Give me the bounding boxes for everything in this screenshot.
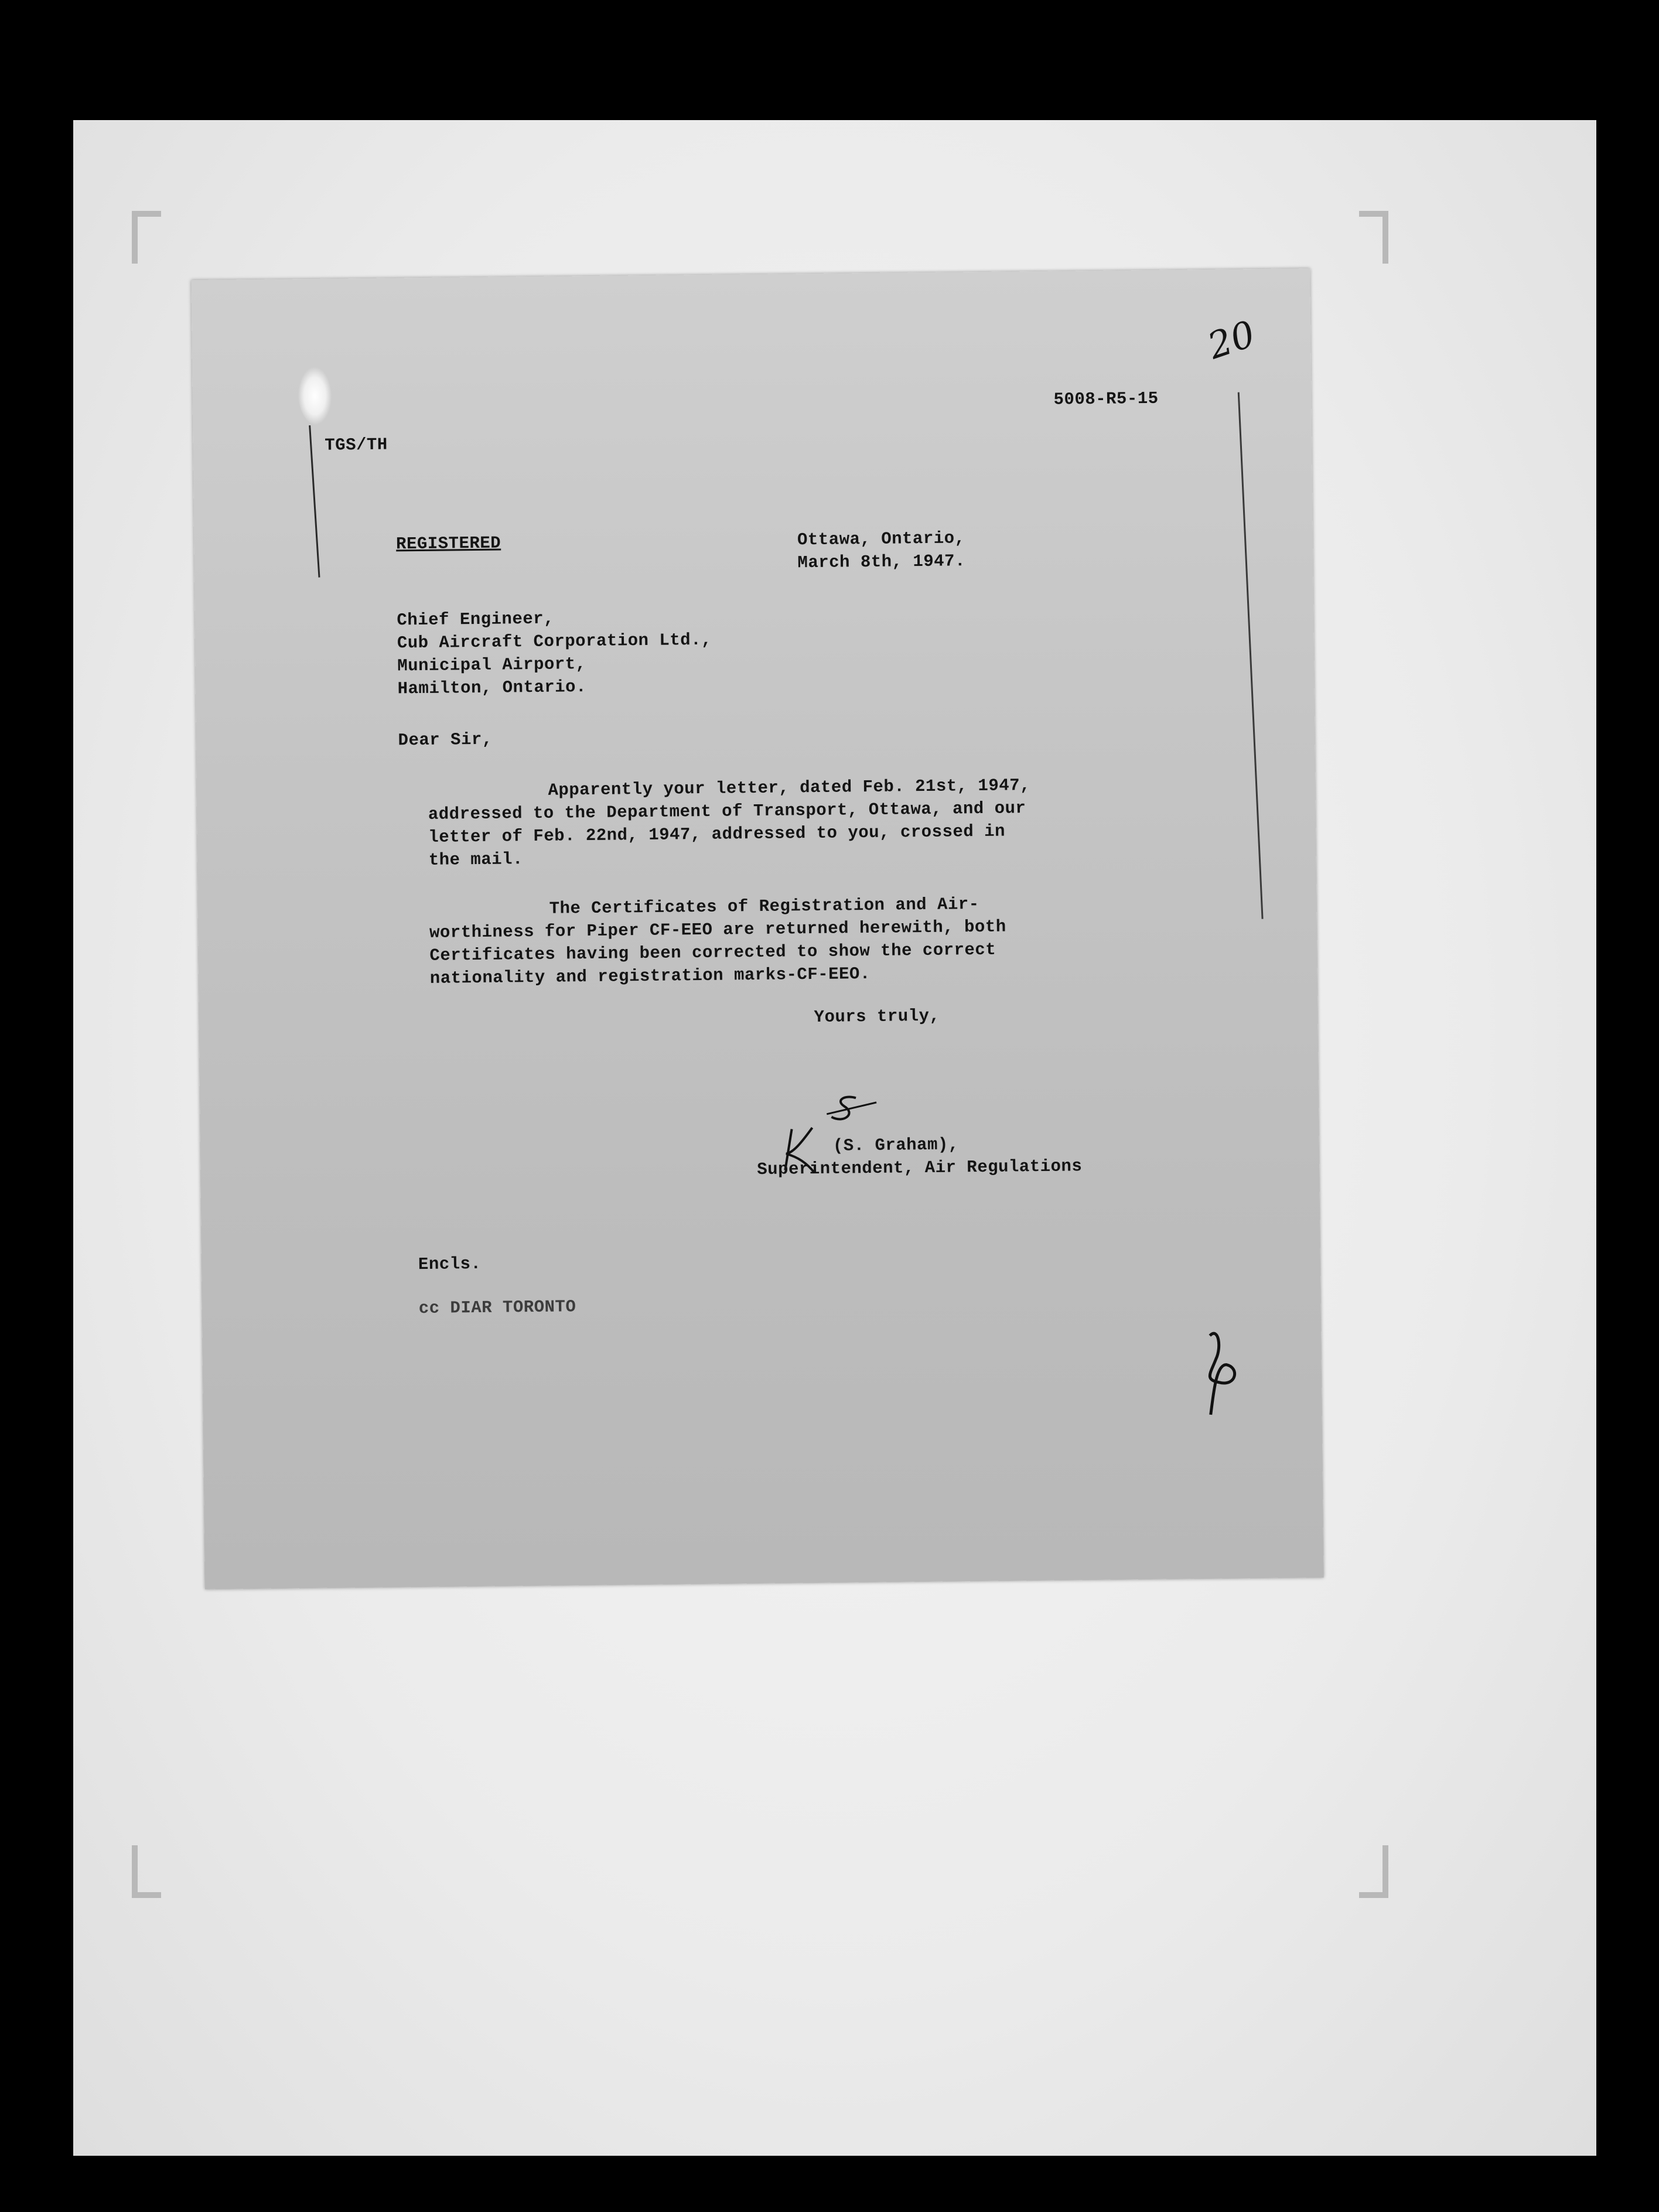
crop-mark-bottom-left: [132, 1845, 161, 1898]
salutation: Dear Sir,: [398, 729, 493, 750]
paragraph-line: addressed to the Department of Transport, Ottawa, and our: [428, 798, 1026, 824]
paragraph-line: Certificates having been corrected to show the correct: [429, 940, 996, 965]
paragraph-line: nationality and registration marks-CF-EEO.: [429, 964, 871, 988]
letter-page: [191, 268, 1323, 1589]
handwritten-page-number: 20: [1202, 312, 1261, 368]
paragraph-line: Apparently your letter, dated Feb. 21st, 1947,: [548, 776, 1031, 800]
carbon-copy-note: cc DIAR TORONTO: [418, 1297, 576, 1319]
recipient-line: Hamilton, Ontario.: [397, 677, 587, 699]
recipient-line: Municipal Airport,: [397, 654, 586, 676]
enclosure-note: Encls.: [418, 1254, 482, 1275]
paragraph-line: The Certificates of Registration and Air-: [549, 895, 979, 919]
paper-crease-left: [309, 425, 320, 578]
closing: Yours truly,: [814, 1006, 940, 1027]
crop-mark-top-left: [132, 211, 161, 264]
registered-heading: REGISTERED: [395, 533, 501, 554]
file-reference: 5008-R5-15: [1053, 388, 1159, 409]
handwritten-initial-mark: [1192, 1323, 1252, 1424]
paragraph-line: worthiness for Piper CF-EEO are returned herewith, both: [429, 917, 1006, 943]
typist-initials: TGS/TH: [325, 435, 388, 455]
torn-paper-mark: [298, 367, 332, 426]
paragraph-line: letter of Feb. 22nd, 1947, addressed to you, crossed in: [428, 821, 1006, 847]
signer-title: Superintendent, Air Regulations: [757, 1156, 1083, 1180]
letter-date: March 8th, 1947.: [797, 551, 966, 573]
paper-crease-right: [1238, 392, 1264, 919]
letter-place: Ottawa, Ontario,: [797, 528, 965, 550]
paragraph-line: the mail.: [428, 849, 524, 870]
signer-name: (S. Graham),: [832, 1135, 959, 1156]
crop-mark-top-right: [1359, 211, 1388, 264]
crop-mark-bottom-right: [1359, 1845, 1388, 1898]
recipient-line: Chief Engineer,: [397, 609, 555, 630]
recipient-line: Cub Aircraft Corporation Ltd.,: [397, 630, 712, 653]
